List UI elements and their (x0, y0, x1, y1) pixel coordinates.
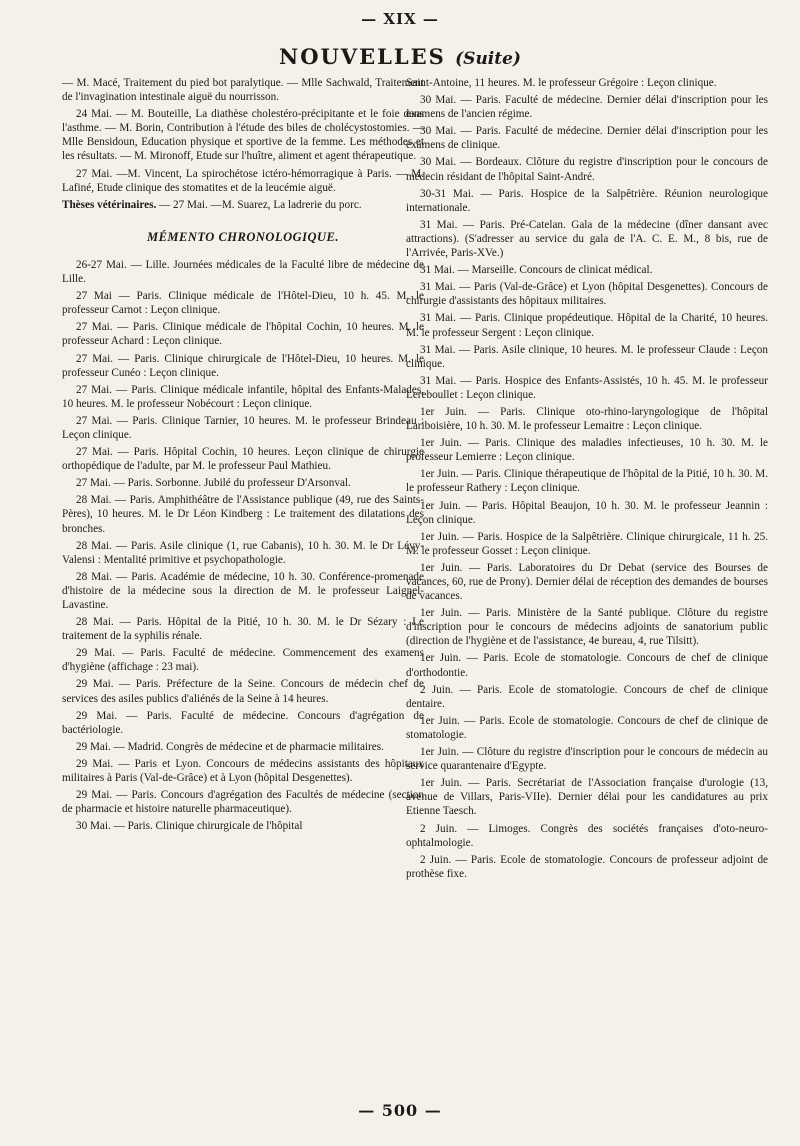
memento-entry: 28 Mai. — Paris. Amphithéâtre de l'Assistance publique (49, rue des Saints-Pères), 10 heures. M. le Dr Léon Kindberg : Le traitement des dilatations des bronches. (62, 494, 424, 535)
memento-entry: 1er Juin. — Paris. Ecole de stomatologie. Concours de chef de clinique d'orthodontie. (406, 652, 768, 679)
memento-entry: 27 Mai. — Paris. Hôpital Cochin, 10 heures. Leçon clinique de chirurgie orthopédique de l'adulte, par M. le professeur Paul Mathieu. (62, 446, 424, 473)
memento-entry: 28 Mai. — Paris. Hôpital de la Pitié, 10 h. 30. M. le Dr Sézary : Le traitement de la syphilis rénale. (62, 616, 424, 643)
roman-folio: — XIX — (361, 10, 439, 28)
page-title (0, 44, 800, 69)
memento-entry: 30 Mai. — Paris. Faculté de médecine. Dernier délai d'inscription pour les examens de l'ancien régime. (406, 94, 768, 121)
memento-entry: 29 Mai. — Madrid. Congrès de médecine et de pharmacie militaires. (76, 740, 384, 753)
memento-entry: 27 Mai. — Paris. Clinique Tarnier, 10 heures. M. le professeur Brindeau : Leçon clinique. (62, 414, 424, 441)
memento-entry: 1er Juin. — Paris. Ministère de la Santé publique. Clôture du registre d'inscription pour le concours de médecins adjoints de sanatorium public (direction de l'hygiène et de l'assistance, 4e bureau, 4, rue Tilsitt). (406, 607, 768, 648)
section-title: NOUVELLES (279, 44, 446, 69)
memento-entry: 28 Mai. — Paris. Asile clinique (1, rue Cabanis), 10 h. 30. M. le Dr Lévy-Valensi : Mentalité primitive et psychopathologie. (62, 539, 424, 566)
veterinary-theses-text: — 27 Mai. —M. Suarez, La ladrerie du porc. (156, 198, 362, 211)
memento-entry: 30-31 Mai. — Paris. Hospice de la Salpêtrière. Réunion neurologique internationale. (406, 187, 768, 214)
veterinary-theses-label: Thèses vétérinaires. (62, 198, 157, 211)
memento-heading: MÉMENTO CHRONOLOGIQUE. (146, 229, 340, 244)
memento-entry: 1er Juin. — Paris. Laboratoires du Dr Debat (service des Bourses de vacances, 60, rue de Prony). Dernier délai de réception des demandes de bourses de vacances. (406, 561, 768, 603)
memento-entry: 2 Juin. — Paris. Ecole de stomatologie. Concours de chef de clinique dentaire. (406, 683, 768, 710)
left-column (62, 76, 424, 836)
memento-entry: 1er Juin. — Paris. Clinique oto-rhino-laryngologique de l'hôpital Lariboisière, 10 h. 30. M. le professeur Lemaitre : Leçon clinique. (406, 405, 768, 433)
memento-entry: 27 Mai — Paris. Clinique médicale de l'Hôtel-Dieu, 10 h. 45. M. le professeur Carnot : Leçon clinique. (62, 290, 424, 317)
memento-entry: 1er Juin. — Paris. Hôpital Beaujon, 10 h. 30. M. le professeur Jeannin : Leçon clinique. (406, 499, 768, 526)
memento-entry: 27 Mai. — Paris. Clinique médicale infantile, hôpital des Enfants-Malades, 10 heures. M. le professeur Nobécourt : Leçon clinique. (62, 383, 424, 410)
memento-entry: 1er Juin. — Paris. Secrétariat de l'Association française d'urologie (13, avenue de Villars, Paris-VIIe). Dernier délai pour les candidatures au prix Etienne Taesch. (406, 777, 768, 818)
memento-entry: 26-27 Mai. — Lille. Journées médicales de la Faculté libre de médecine de Lille. (62, 258, 424, 286)
memento-entry: 31 Mai. — Paris. Clinique propédeutique. Hôpital de la Charité, 10 heures. M. le professeur Sergent : Leçon clinique. (406, 312, 768, 339)
memento-entry: 30 Mai. — Paris. Clinique chirurgicale de l'hôpital (76, 820, 303, 833)
memento-entry: 1er Juin. — Paris. Clinique thérapeutique de l'hôpital de la Pitié, 10 h. 30. M. le professeur Rathery : Leçon clinique. (406, 468, 768, 495)
memento-entry: 30 Mai. — Paris. Faculté de médecine. Dernier délai d'inscription pour les examens de clinique. (406, 125, 768, 152)
memento-entry: 1er Juin. — Paris. Hospice de la Salpêtrière. Clinique chirurgicale, 11 h. 25. M. le professeur Gosset : Leçon clinique. (406, 530, 768, 557)
memento-entry: 29 Mai. — Paris. Concours d'agrégation des Facultés de médecine (section de pharmacie et histoire naturelle pharmaceutique). (62, 789, 424, 816)
memento-entry: 2 Juin. — Limoges. Congrès des sociétés françaises d'oto-neuro-ophtalmologie. (406, 822, 768, 849)
memento-entry: 27 Mai. — Paris. Clinique chirurgicale de l'Hôtel-Dieu, 10 heures. M. le professeur Cunéo : Leçon clinique. (62, 352, 424, 379)
memento-entry: 1er Juin. — Paris. Ecole de stomatologie. Concours de chef de clinique de stomatologie. (406, 714, 768, 741)
memento-entry: 28 Mai. — Paris. Académie de médecine, 10 h. 30. Conférence-promenade d'histoire de la médecine sous la direction de M. le professeur Laignel-Lavastine. (62, 570, 424, 611)
memento-entry: 31 Mai. — Paris. Pré-Catelan. Gala de la médecine (dîner dansant avec attractions). (S'adresser au service du gala de l'A. C. E. M., 8 bis, rue de l'Arrivée, Paris-XVe.) (406, 218, 768, 260)
veterinary-theses (62, 198, 424, 212)
memento-entry: 2 Juin. — Paris. Ecole de stomatologie. Concours de professeur adjoint de prothèse fixe. (406, 853, 768, 880)
memento-entry: 27 Mai. — Paris. Clinique médicale de l'hôpital Cochin, 10 heures. M. le professeur Achard : Leçon clinique. (62, 321, 424, 348)
section-title-suffix: (Suite) (455, 49, 521, 69)
memento-entry: 29 Mai. — Paris. Préfecture de la Seine. Concours de médecin chef de services des asiles publics d'aliénés de la Seine à 14 heures. (62, 678, 424, 705)
memento-entry: 31 Mai. — Marseille. Concours de clinicat médical. (420, 264, 653, 277)
memento-entry: 29 Mai. — Paris. Faculté de médecine. Commencement des examens d'hygiène (affichage : 23 mai). (62, 647, 424, 674)
memento-entry: 27 Mai. — Paris. Sorbonne. Jubilé du professeur D'Arsonval. (76, 477, 351, 490)
memento-entry: 29 Mai. — Paris. Faculté de médecine. Concours d'agrégation de bactériologie. (62, 709, 424, 736)
memento-entry: 1er Juin. — Clôture du registre d'inscription pour le concours de médecin au service quarantenaire d'Egypte. (406, 746, 768, 773)
memento-entry: Saint-Antoine, 11 heures. M. le professeur Grégoire : Leçon clinique. (406, 77, 717, 89)
thesis-entry: — M. Macé, Traitement du pied bot paralytique. — Mlle Sachwald, Traitement de l'invagination intestinale aiguë du nourrisson. (62, 77, 424, 104)
page-number: — 500 — (358, 1101, 442, 1120)
memento-entry: 31 Mai. — Paris (Val-de-Grâce) et Lyon (hôpital Desgenettes). Concours de chirurgie d'assistants des hôpitaux militaires. (406, 281, 768, 308)
memento-entry: 1er Juin. — Paris. Clinique des maladies infectieuses, 10 h. 30. M. le professeur Lemierre : Leçon clinique. (406, 437, 768, 464)
memento-entry: 29 Mai. — Paris et Lyon. Concours de médecins assistants des hôpitaux militaires à Paris (Val-de-Grâce) et à Lyon (hôpital Desgenettes). (62, 757, 424, 785)
memento-entry: 30 Mai. — Bordeaux. Clôture du registre d'inscription pour le concours de médecin résidant de l'hôpital Saint-André. (406, 156, 768, 183)
right-column (406, 76, 768, 884)
memento-entry: 31 Mai. — Paris. Hospice des Enfants-Assistés, 10 h. 45. M. le professeur Lereboullet : Leçon clinique. (406, 374, 768, 401)
memento-entry: 31 Mai. — Paris. Asile clinique, 10 heures. M. le professeur Claude : Leçon clinique. (406, 343, 768, 370)
thesis-entry: 27 Mai. —M. Vincent, La spirochétose ictéro-hémorragique à Paris. — M. Lafiné, Etude clinique des stomatites et de la leucémie aiguë. (62, 167, 424, 194)
thesis-entry: 24 Mai. — M. Bouteille, La diathèse cholestéro-précipitante et le foie dans l'asthme. — M. Borin, Contribution à l'étude des biles de cholécystostomies. — Mlle Bensidoun, Education physique et sportive de la femme. Les méthodes et les résultats. — M. Mironoff, Etude sur l'huître, aliment et agent thérapeutique. (62, 108, 424, 163)
